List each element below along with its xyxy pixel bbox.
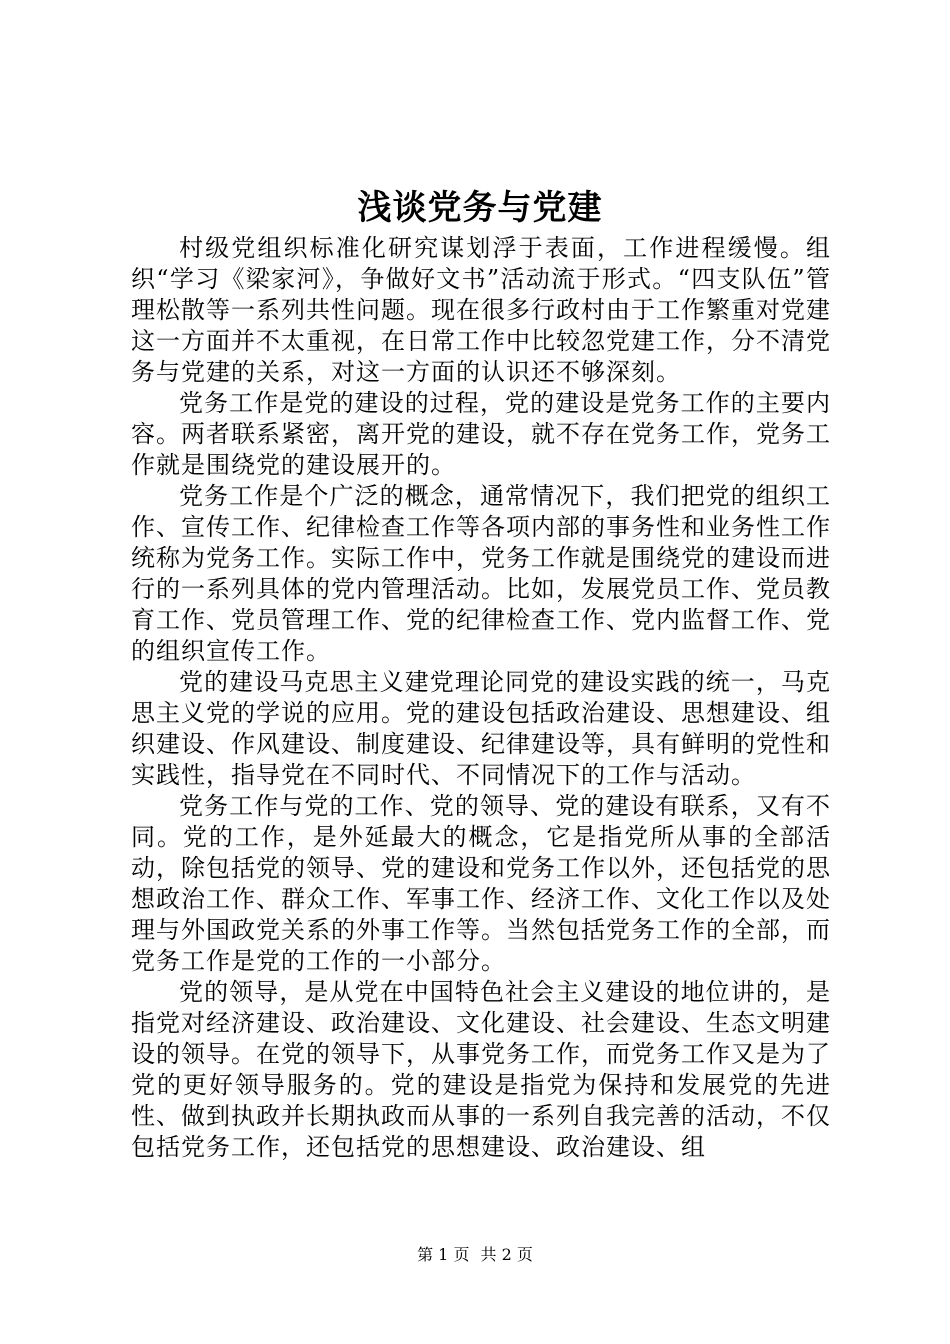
page-total: 共 2 页 bbox=[480, 1245, 533, 1264]
page-number: 第 1 页 bbox=[417, 1245, 470, 1264]
paragraph: 党的领导，是从党在中国特色社会主义建设的地位讲的，是指党对经济建设、政治建设、文化建设、社会建设、生态文明建设的领导。在党的领导下，从事党务工作，而党务工作又是为了党的更好领导服务的。党的建设是指党为保持和发展党的先进性、做到执政并长期执政而从事的一系列自我完善的活动，不仅包括党务工作，还包括党的思想建设、政治建设、组 bbox=[131, 978, 831, 1161]
document-title: 浅谈党务与党建 bbox=[357, 188, 603, 228]
document-body bbox=[131, 233, 831, 1163]
paragraph: 党务工作是个广泛的概念，通常情况下，我们把党的组织工作、宣传工作、纪律检查工作等各项内部的事务性和业务性工作统称为党务工作。实际工作中，党务工作就是围绕党的建设而进行的一系列具体的党内管理活动。比如，发展党员工作、党员教育工作、党员管理工作、党的纪律检查工作、党内监督工作、党的组织宣传工作。 bbox=[131, 482, 831, 665]
paragraph: 村级党组织标准化研究谋划浮于表面，工作进程缓慢。组织“学习《梁家河》，争做好文书”活动流于形式。“四支队伍”管理松散等一系列共性问题。现在很多行政村由于工作繁重对党建这一方面并不太重视，在日常工作中比较忽党建工作，分不清党务与党建的关系，对这一方面的认识还不够深刻。 bbox=[131, 234, 831, 386]
page-footer bbox=[0, 1244, 950, 1266]
paragraph: 党务工作与党的工作、党的领导、党的建设有联系，又有不同。党的工作，是外延最大的概念，它是指党所从事的全部活动，除包括党的领导、党的建设和党务工作以外，还包括党的思想政治工作、群众工作、军事工作、经济工作、文化工作以及处理与外国政党关系的外事工作等。当然包括党务工作的全部，而党务工作是党的工作的一小部分。 bbox=[131, 792, 831, 975]
paragraph: 党务工作是党的建设的过程，党的建设是党务工作的主要内容。两者联系紧密，离开党的建设，就不存在党务工作，党务工作就是围绕党的建设展开的。 bbox=[131, 389, 831, 479]
paragraph: 党的建设马克思主义建党理论同党的建设实践的统一，马克思主义党的学说的应用。党的建设包括政治建设、思想建设、组织建设、作风建设、制度建设、纪律建设等，具有鲜明的党性和实践性，指导党在不同时代、不同情况下的工作与活动。 bbox=[131, 668, 831, 789]
